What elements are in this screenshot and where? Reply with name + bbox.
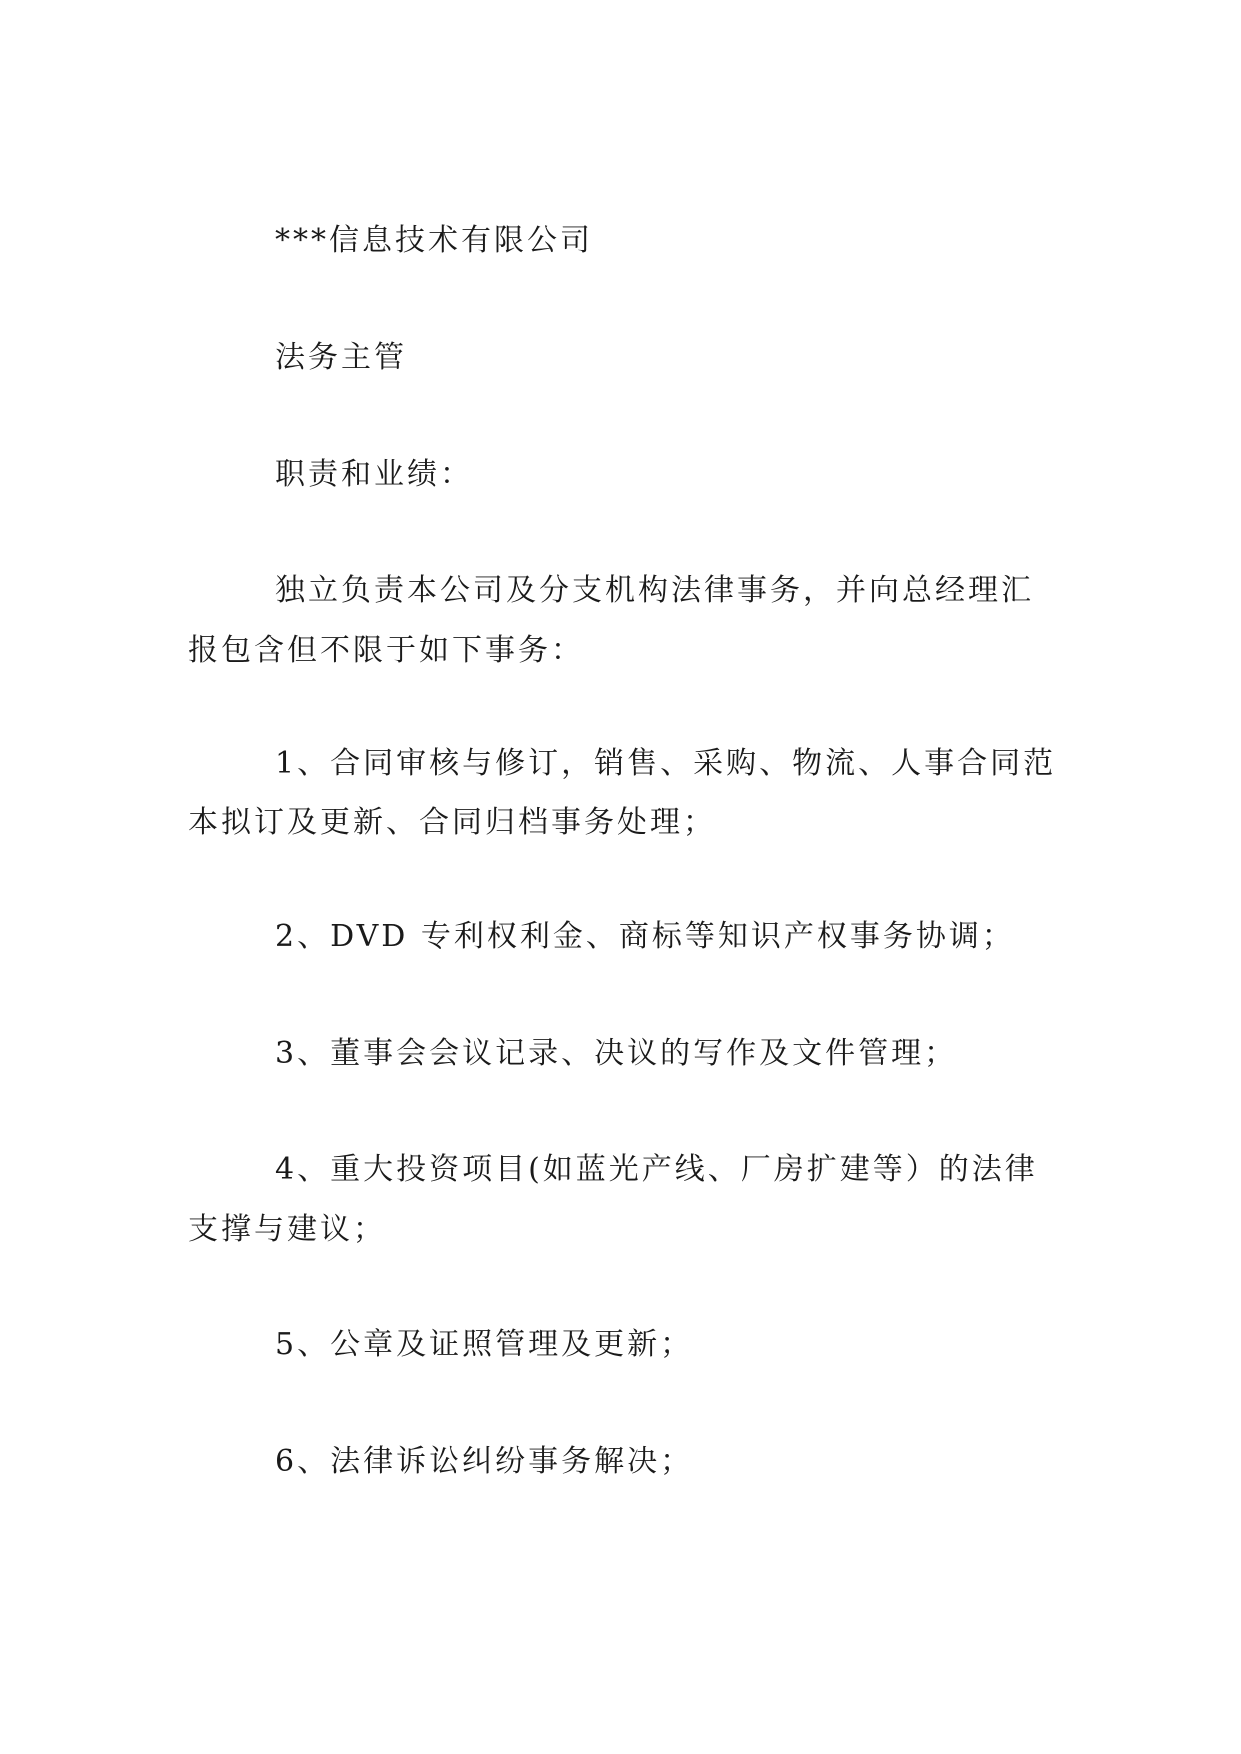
list-item-4-line-1: 4、重大投资项目(如蓝光产线、厂房扩建等）的法律 (275, 1152, 1038, 1187)
list-item-2: 2、DVD 专利权利金、商标等知识产权事务协调； (275, 919, 1015, 954)
position-title: 法务主管 (275, 340, 407, 375)
company-name: ***信息技术有限公司 (275, 223, 593, 258)
list-item-1-line-2: 本拟订及更新、合同归档事务处理； (188, 805, 716, 840)
list-item-6: 6、法律诉讼纠纷事务解决； (275, 1444, 694, 1479)
list-item-3: 3、董事会会议记录、决议的写作及文件管理； (275, 1036, 958, 1071)
list-item-1-line-1: 1、合同审核与修订，销售、采购、物流、人事合同范 (275, 746, 1057, 781)
list-item-5: 5、公章及证照管理及更新； (275, 1327, 694, 1362)
list-item-4-line-2: 支撑与建议； (188, 1212, 386, 1247)
intro-line-1: 独立负责本公司及分支机构法律事务，并向总经理汇 (275, 573, 1034, 608)
intro-line-2: 报包含但不限于如下事务： (188, 633, 584, 668)
section-heading: 职责和业绩： (275, 457, 473, 492)
